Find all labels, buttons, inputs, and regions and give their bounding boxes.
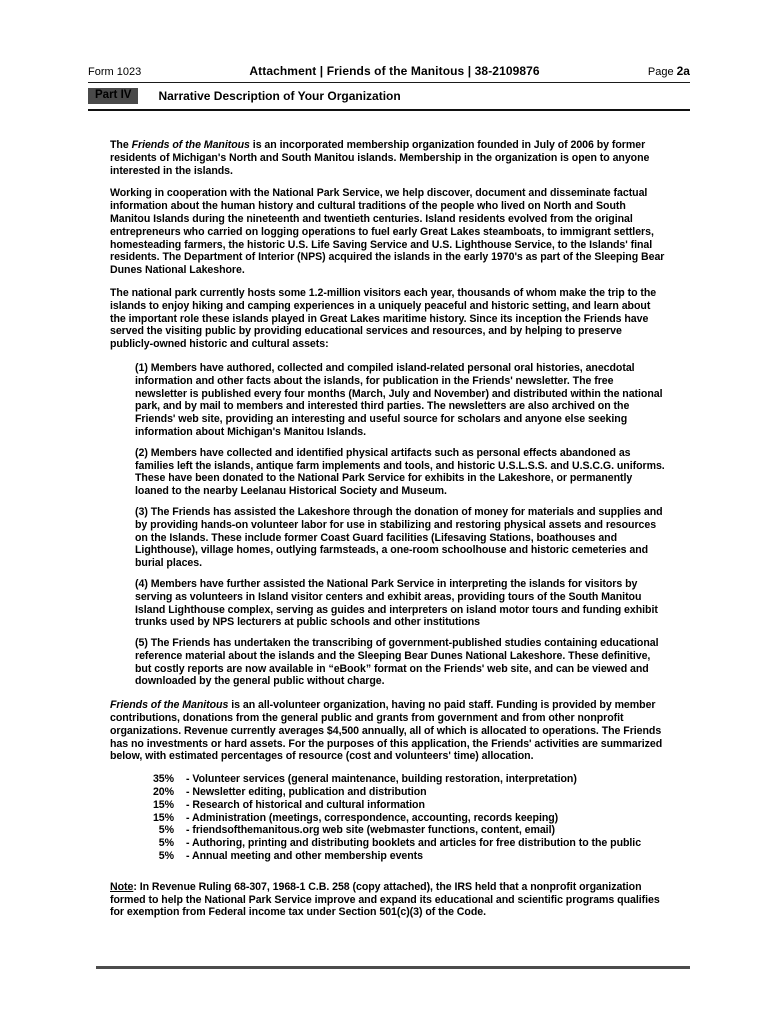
allocation-row [136, 812, 666, 825]
numbered-items [135, 362, 666, 688]
paragraph-national-park: The national park currently hosts some 1.2-million visitors each year, thousands of whom make the trip to the islands to enjoy hiking and camping experiences in a uniquely peaceful and historic setting, and learn about the important role these islands played in Great Lakes maritime history. Since its inception the Friends have served the visiting public by providing educational services and resources, and by helping to preserve publicly-owned historic and cultural assets: [110, 286, 657, 351]
allocation-percent: 5% [158, 824, 174, 837]
numbered-item-5: (5) The Friends has undertaken the transcribing of government-published studies containing educational reference material about the islands and the Sleeping Bear Dunes National Lakeshore. These definitive, but costly reports are now available in “eBook” format on the Friends' web site, and can be viewed and downloaded by the general public without charge. [135, 637, 659, 688]
part-header [88, 88, 690, 111]
page-content [88, 64, 690, 929]
page-number: 2a [676, 64, 690, 78]
allocation-list [136, 773, 666, 863]
allocation-label: - Research of historical and cultural information [186, 798, 425, 811]
allocation-row [136, 837, 666, 850]
note-paragraph [110, 881, 666, 919]
allocation-label: - Administration (meetings, correspondence, accounting, records keeping) [186, 811, 559, 824]
form-number-label: Form 1023 [88, 66, 142, 78]
attachment-title: Attachment | Friends of the Manitous | 38-2109876 [249, 64, 540, 78]
org-name: Friends of the Manitous [131, 139, 250, 151]
numbered-item-3: (3) The Friends has assisted the Lakeshore through the donation of money for materials and supplies and by providing hands-on volunteer labor for use in stabilizing and restoring physical assets and resources on the Islands. These include former Coast Guard facilities (Lifesaving Stations, boathouses and Lighthouse), village homes, outlying farmsteads, a one-room schoolhouse and historic cemeteries and burial places. [135, 505, 663, 570]
numbered-item-2: (2) Members have collected and identified physical artifacts such as personal effects abandoned as families left the islands, antique farm implements and tools, and historic U.S.L.S.S. and U.S.C.G. uniforms. These have been donated to the National Park Service for exhibits in the Lakeshore, or permanently loaned to the nearby Leelanau Historical Society and Museum. [135, 446, 665, 498]
allocation-label: - Newsletter editing, publication and distribution [186, 786, 427, 799]
allocation-row [136, 773, 666, 786]
intro-text: is an incorporated membership organization founded in July of 2006 by former residents of Michigan's North and South Manitou islands. Membership in the organization is open to anyone interested in the islands. [110, 139, 650, 177]
allocation-percent: 15% [152, 811, 174, 824]
closing-paragraph [110, 699, 666, 763]
allocation-row [136, 824, 666, 837]
allocation-percent: 20% [152, 786, 174, 799]
intro-prefix: The [110, 139, 132, 151]
closing-text: is an all-volunteer organization, having no paid staff. Funding is provided by member contributions, donations from the general public and grants from government and from other nonprofit organizations. Revenue currently averages $4,500 annually, all of which is allocated to operations. The Friends has no investments or hard assets. For the purposes of this application, the Friends' activities are summarized below, with estimated percentages of resource (cost and volunteers' time) allocation. [110, 699, 663, 763]
page-number-label [648, 64, 690, 78]
allocation-label: - Annual meeting and other membership events [186, 850, 423, 863]
part-title: Narrative Description of Your Organization [158, 89, 401, 103]
note-text: : In Revenue Ruling 68-307, 1968-1 C.B. 258 (copy attached), the IRS held that a nonprofit organization formed to help the National Park Service improve and expand its educational and scientific programs qualifies for exemption from Federal income tax under Section 501(c)(3) of the Code. [110, 880, 660, 919]
narrative-body [88, 139, 666, 919]
numbered-item-1: (1) Members have authored, collected and compiled island-related personal oral histories, anecdotal information and other facts about the islands, for publication in the Friends' newsletter. The free newsletter is published every four months (March, July and November) and distributed within the national park, and by mail to members and interested third parties. The newsletters are also archived on the Friends' web site, providing an interesting and useful source for scholars and anyone else seeking information about Michigan's Manitou Islands. [135, 361, 663, 438]
allocation-percent: 15% [152, 798, 174, 811]
page-word: Page [647, 66, 677, 78]
allocation-percent: 35% [152, 773, 174, 786]
allocation-label: - friendsofthemanitous.org web site (webmaster functions, content, email) [186, 824, 555, 837]
page-bottom-rule [96, 966, 690, 969]
paragraph-cooperation: Working in cooperation with the National Park Service, we help discover, document and disseminate factual information about the human history and cultural traditions of the people who lived on North and South Manitou Islands during the nineteenth and twentieth centuries. Island residents evolved from the original entrepreneurs who carried on logging operations to fuel early Great Lakes steamboats, to immigrant settlers, homesteading farmers, the historic U.S. Life Saving Service and U.S. Lighthouse Service, to the Islands' final residents. The Department of Interior (NPS) acquired the islands in the early 1970's as part of the Sleeping Bear Dunes National Lakeshore. [110, 187, 665, 277]
note-label: Note [110, 880, 134, 893]
part-badge: Part IV [88, 88, 138, 104]
page-header [88, 64, 690, 83]
numbered-item-4: (4) Members have further assisted the National Park Service in interpreting the islands for visitors by serving as volunteers in Island visitor centers and exhibit areas, providing tours of the South Manitou Island Lighthouse complex, serving as guides and interpreters on island motor tours and funding exhibit trunks used by NPS lecturers at public schools and other institutions [135, 577, 658, 629]
allocation-row [136, 850, 666, 863]
allocation-label: - Authoring, printing and distributing booklets and articles for free distribution to the public [186, 837, 642, 850]
allocation-row [136, 799, 666, 812]
org-name: Friends of the Manitous [110, 699, 229, 712]
allocation-percent: 5% [158, 850, 174, 863]
allocation-percent: 5% [158, 837, 174, 850]
intro-paragraph [110, 139, 666, 177]
allocation-label: - Volunteer services (general maintenance, building restoration, interpretation) [186, 773, 577, 786]
allocation-row [136, 786, 666, 799]
